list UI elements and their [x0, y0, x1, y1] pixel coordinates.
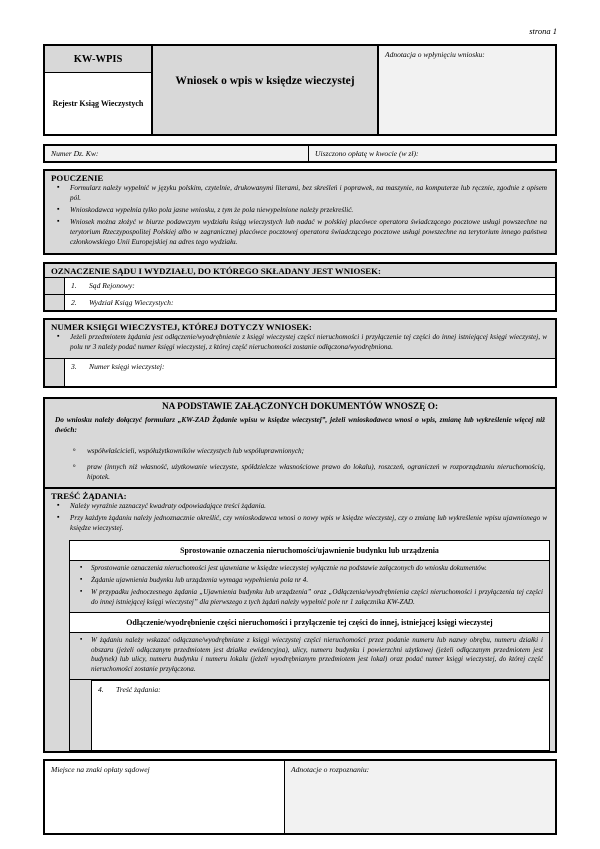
- recognition-annotations-area: Adnotacje o rozpoznaniu:: [285, 761, 555, 833]
- land-register-division-field[interactable]: [65, 294, 555, 310]
- basis-items: [45, 435, 555, 487]
- instructions-list: [45, 184, 555, 253]
- fee-row: [43, 144, 557, 163]
- fee-paid-cell: Uiszczono opłatę w kwocie (w zł):: [309, 146, 555, 161]
- option-correction-notes: [70, 561, 549, 613]
- request-notes: [45, 502, 555, 539]
- field-label: Wydział Ksiąg Wieczystych:: [89, 297, 174, 307]
- request-options-container: [69, 540, 550, 751]
- receipt-annotation-area: Adnotacja o wpłynięciu wniosku:: [379, 46, 555, 134]
- instruction-item: ▪ Formularz należy wypełnić w języku polskim, czytelnie, drukowanymi literami, bez skreśleń i poprawek, na maszynie, na komputerze lub ręcznie, zgodnie z opisem pól.: [57, 184, 547, 204]
- option-title-correction: Sprostowanie oznaczenia nieruchomości/ujawnienie budynku lub urządzenia: [70, 541, 549, 561]
- basis-heading: NA PODSTAWIE ZAŁĄCZONYCH DOKUMENTÓW WNOSZĘ O:: [161, 401, 439, 412]
- instruction-item: ▪ Wniosek można złożyć w biurze podawczym wydziału ksiąg wieczystych lub nadać w polskiej placówce operatora świadczącego pocztowe usługi powszechne na terytorium Rzeczypospolitej Polskiej albo w zagranicznej placówce pocztowej operatora świadczącego pocztowe usługi powszechne na terytorium innego państwa członkowskiego Unii Europejskiej na adres tego wydziału.: [57, 218, 547, 248]
- option-correction-notes-list: [80, 564, 543, 608]
- table-row: [45, 294, 555, 310]
- row-indent: [45, 359, 65, 386]
- register-number-note: ▪ Jeżeli przedmiotem żądania jest odłączenie/wyodrębnienie z księgi wieczystej części nieruchomości i przyłączenie tej części do innej istniejącej księgi wieczystej, w polu nr 3 należy podać numer księgi wieczystej, z której część nieruchomości zostanie odłączona/wyodrębniona.: [57, 333, 547, 353]
- basis-intro: Do wniosku należy dołączyć formularz „KW-ZAD Żądanie wpisu w księdze wieczystej”, jeżeli wnioskodawca wnosi o wpis, zmianę lub wykreślenie więcej niż dwóch:: [55, 414, 545, 434]
- basis-subsection: [45, 399, 555, 488]
- table-row: [45, 359, 555, 386]
- register-name: Rejestr Ksiąg Wieczystych: [52, 99, 144, 108]
- form-title: Wniosek o wpis w księdze wieczystej: [153, 46, 379, 134]
- option-note: ▪ W przypadku jednoczesnego żądania „Ujawnienia budynku lub urządzenia” oraz „Odłączenia/wyodrębnienia części nieruchomości i przyłączenia tej części do innej istniejącej księgi wieczystej” dla pierwszego z tych żądań należy wypełnić pole nr 1 załącznika KW-ZAD.: [80, 588, 543, 608]
- option-detachment-notes-list: [80, 636, 543, 676]
- option-note: ▪ W żądaniu należy wskazać odłączane/wyodrębniane z księgi wieczystej części nieruchomości przez podanie numeru lub nazwy obrębu, numeru działki i obszaru (jeżeli odłączanym przedmiotem jest działka ewidencyjna), ulicy, numeru budynku i powierzchni użytkowej (jeżeli odłączanym przedmiotem jest budynek) lub ulicy, numeru budynku i numeru lokalu (jeżeli wyodrębnianym przedmiotem jest lokal) oraz podać numer księgi wieczystej, do której część nieruchomości zostanie przyłączona.: [80, 636, 543, 676]
- register-number-section: [43, 318, 557, 388]
- row-indent: [45, 294, 65, 310]
- request-heading: TREŚĆ ŻĄDANIA:: [51, 491, 127, 502]
- field-number: 3.: [71, 361, 77, 371]
- form-code: KW-WPIS: [45, 46, 151, 73]
- basis-item: º współwłaścicieli, współużytkowników wieczystych lub współuprawnionych;: [73, 446, 545, 456]
- field-label: Numer księgi wieczystej:: [89, 361, 165, 371]
- register-number-fields: [45, 358, 555, 386]
- request-field-area: [70, 680, 549, 750]
- request-content-subsection: [45, 489, 555, 751]
- request-content-field[interactable]: [91, 680, 549, 750]
- page-number-label: strona 1: [529, 26, 557, 36]
- court-fee-stamps-area[interactable]: Miejsce na znaki opłaty sądowej: [45, 761, 285, 833]
- court-section: [43, 262, 557, 312]
- request-note: ▪ Należy wyraźnie zaznaczyć kwadraty odpowiadające treści żądania.: [57, 502, 547, 512]
- option-note: ▪ Sprostowanie oznaczenia nieruchomości jest ujawniane w księdze wieczystej wyłącznie na podstawie załączonych do wniosku dokumentów.: [80, 564, 543, 574]
- field-number: 1.: [71, 280, 77, 290]
- field-label: Treść żądania:: [116, 685, 161, 695]
- field-number: 4.: [98, 685, 104, 695]
- instructions-section: [43, 169, 557, 255]
- table-row: [45, 278, 555, 294]
- court-section-heading: OZNACZENIE SĄDU I WYDZIAŁU, DO KTÓREGO SKŁADANY JEST WNIOSEK:: [51, 265, 381, 276]
- request-note: ▪ Przy każdym żądaniu należy jednoznacznie określić, czy wnioskodawca wnosi o nowy wpis w księdze wieczystej, czy o zmianę lub wykreślenie wpisu ujawnionego w księdze wieczystej.: [57, 514, 547, 534]
- instruction-item: ▪ Wnioskodawca wypełnia tylko pola jasne wniosku, z tym że pola niewypełnione należy przekreślić.: [57, 206, 547, 216]
- basis-item: º praw (innych niż własność, użytkowanie wieczyste, spółdzielcze własnościowe prawo do lokalu), roszczeń, ograniczeń w rozporządzaniu nieruchomością, hipotek.: [73, 462, 545, 482]
- instructions-heading: POUCZENIE: [51, 173, 104, 183]
- row-indent: [45, 278, 65, 294]
- district-court-field[interactable]: [65, 278, 555, 294]
- option-detachment-notes: [70, 633, 549, 681]
- register-number-heading: NUMER KSIĘGI WIECZYSTEJ, KTÓREJ DOTYCZY WNIOSEK:: [51, 321, 312, 332]
- option-note: ▪ Żądanie ujawnienia budynku lub urządzenia wymaga wypełnienia pola nr 4.: [80, 576, 543, 586]
- court-fields: [45, 277, 555, 310]
- journal-number-cell: Numer Dz. Kw:: [45, 146, 309, 161]
- register-number-note-list: [45, 333, 555, 358]
- main-request-section: [43, 397, 557, 754]
- footer-box: [43, 759, 557, 835]
- option-title-detachment: Odłączenie/wyodrębnienie części nieruchomości i przyłączenie tej części do innej, istniejącej księgi wieczystej: [70, 613, 549, 633]
- form-code-column: [45, 46, 153, 134]
- register-number-field[interactable]: [65, 359, 555, 386]
- field-label: Sąd Rejonowy:: [89, 280, 135, 290]
- form-header: [43, 44, 557, 136]
- field-number: 2.: [71, 297, 77, 307]
